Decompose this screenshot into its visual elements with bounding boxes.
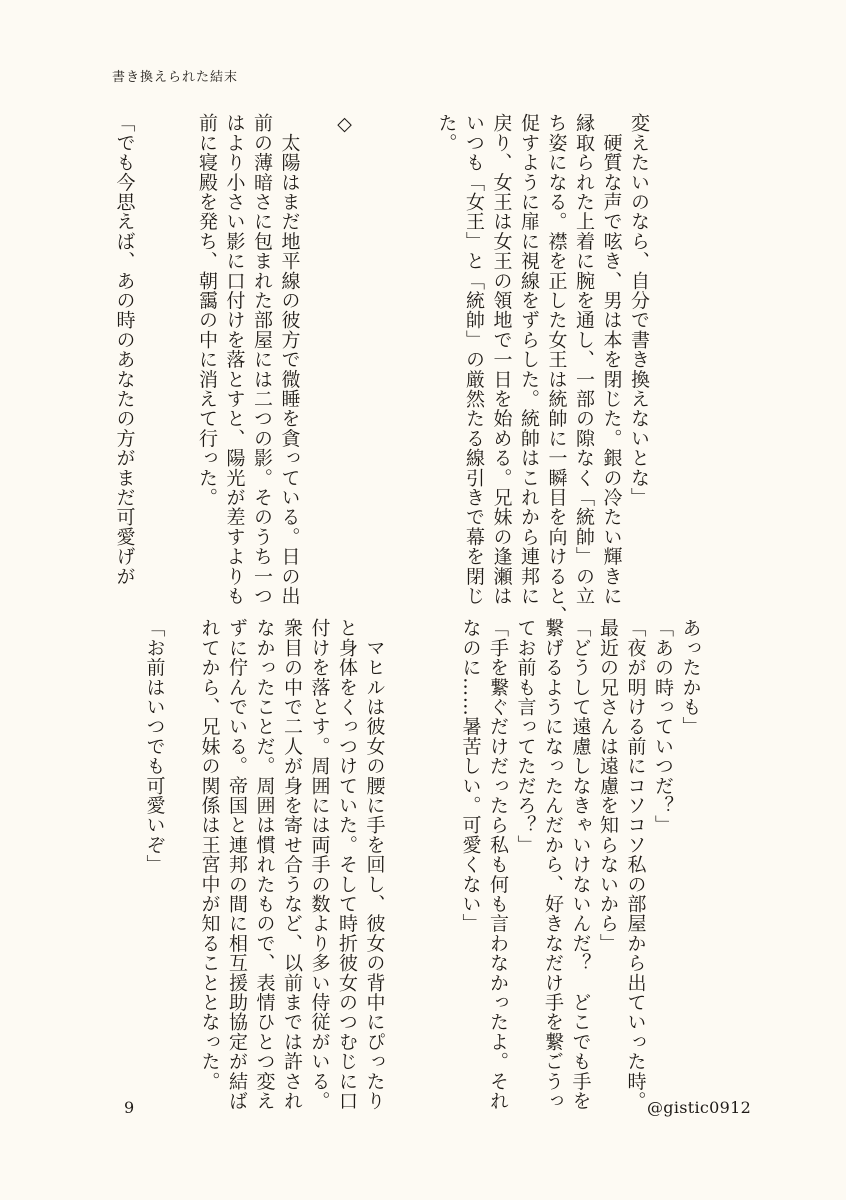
- text-block-upper-left: ◇ 太陽はまだ地平線の彼方で微睡を貪っている。日の出 前の薄暗さに包まれた部屋には二つの影。そのうち一つ はより小さい影に口付けを落とすと、陽光が差すよりも 前に寝殿を発ち、朝靄の中に消えて行った。 「でも今思えば、あの時のあなたの方がまだ可愛げが: [113, 113, 356, 606]
- running-header: 書き換えられた結末: [112, 70, 239, 85]
- text-block-upper-right: 変えたいのなら、自分で書き換えないとな」 硬質な声で呟き、男は本を閉じた。銀の冷たい輝きに 縁取られた上着に腕を通し、一部の隙なく「統帥」の立 ち姿になる。襟を正した女王は統帥に一瞬目を向けると、 促すように扉に視線をずらした。統帥はこれから連邦に 戻り、女王は女王の領地で一日を始める。兄妹の逢瀬は いつも「女王」と「統帥」の厳然たる線引きで幕を閉じ た。: [435, 113, 650, 626]
- page-number: 9: [124, 1098, 135, 1117]
- text-block-lower-right: あったかも」 「あの時っていつだ？」 「夜が明ける前にコソコソ私の部屋から出ていった時。 最近の兄さんは遠慮を知らないから」 「どうして遠慮しなきゃいけないんだ？ どこでも手を 繋げるようになったんだから、好きなだけ手を繋ごうっ てお前も言ってただろ？」 「手を繋ぐだけだったら私も何も言わなかったよ。それ なのに……暑苦しい。可愛くない」: [459, 618, 702, 1111]
- author-handle: @gistic0912: [647, 1098, 752, 1117]
- text-block-lower-left: マヒルは彼女の腰に手を回し、彼女の背中にぴったり と身体をくっつけていた。そして時折彼女のつむじに口 付けを落とす。周囲には両手の数より多い侍従がいる。 衆目の中で二人が身を寄せ合うなど、以前までは許され なかったことだ。周囲は慣れたもので、表情ひとつ変え ずに佇んでいる。帝国と連邦の間に相互援助協定が結ば れてから、兄妹の関係は王宮中が知ることとなった。 「お前はいつでも可愛いぞ」: [143, 618, 386, 1111]
